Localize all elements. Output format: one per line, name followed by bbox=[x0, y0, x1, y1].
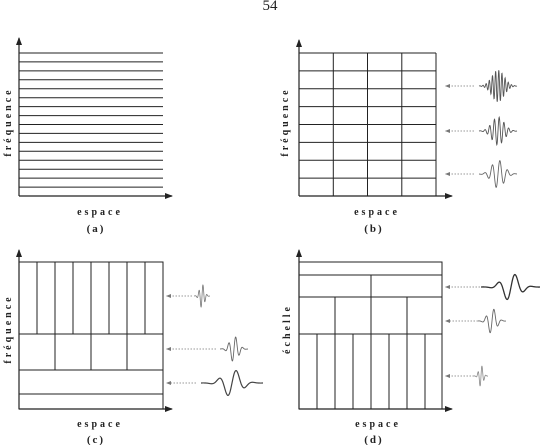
panel-c bbox=[3, 250, 263, 445]
panel-c-ylabel: fréquence bbox=[3, 294, 14, 364]
panel-b-grid bbox=[299, 53, 436, 196]
panel-b-wavelet-mid-freq bbox=[479, 117, 517, 144]
panel-a-xlabel: espace bbox=[77, 207, 123, 218]
panel-b-wavelet-low-freq bbox=[479, 161, 517, 188]
panel-c-xlabel: espace bbox=[77, 419, 123, 430]
panel-d bbox=[282, 250, 540, 445]
panel-a-horizontal-bands bbox=[19, 53, 163, 187]
panel-a bbox=[3, 38, 172, 235]
panel-b bbox=[280, 40, 517, 235]
panel-c-wavelet-high-freq bbox=[194, 285, 210, 307]
panel-c-wavelet-low-freq bbox=[201, 371, 263, 396]
panel-d-wavelet-large-scale bbox=[481, 275, 540, 300]
panel-a-caption: (a) bbox=[86, 223, 106, 235]
panel-a-ylabel: fréquence bbox=[3, 87, 14, 157]
panel-d-caption: (d) bbox=[364, 434, 384, 445]
panel-d-ylabel: échelle bbox=[282, 304, 293, 354]
panel-d-xlabel: espace bbox=[355, 419, 401, 430]
panel-d-wavelet-mid-scale bbox=[478, 309, 506, 332]
panel-d-tiling bbox=[299, 262, 442, 409]
panel-b-ylabel: fréquence bbox=[280, 87, 291, 157]
panel-b-caption: (b) bbox=[364, 223, 384, 235]
panel-b-xlabel: espace bbox=[354, 207, 400, 218]
panel-c-caption: (c) bbox=[86, 434, 106, 445]
page-number: 54 bbox=[262, 0, 278, 14]
panel-b-wavelet-high-freq bbox=[479, 70, 517, 101]
panel-d-wavelet-small-scale bbox=[474, 366, 488, 386]
panel-c-wavelet-mid-freq bbox=[220, 337, 248, 361]
panel-c-tiling bbox=[19, 262, 163, 409]
